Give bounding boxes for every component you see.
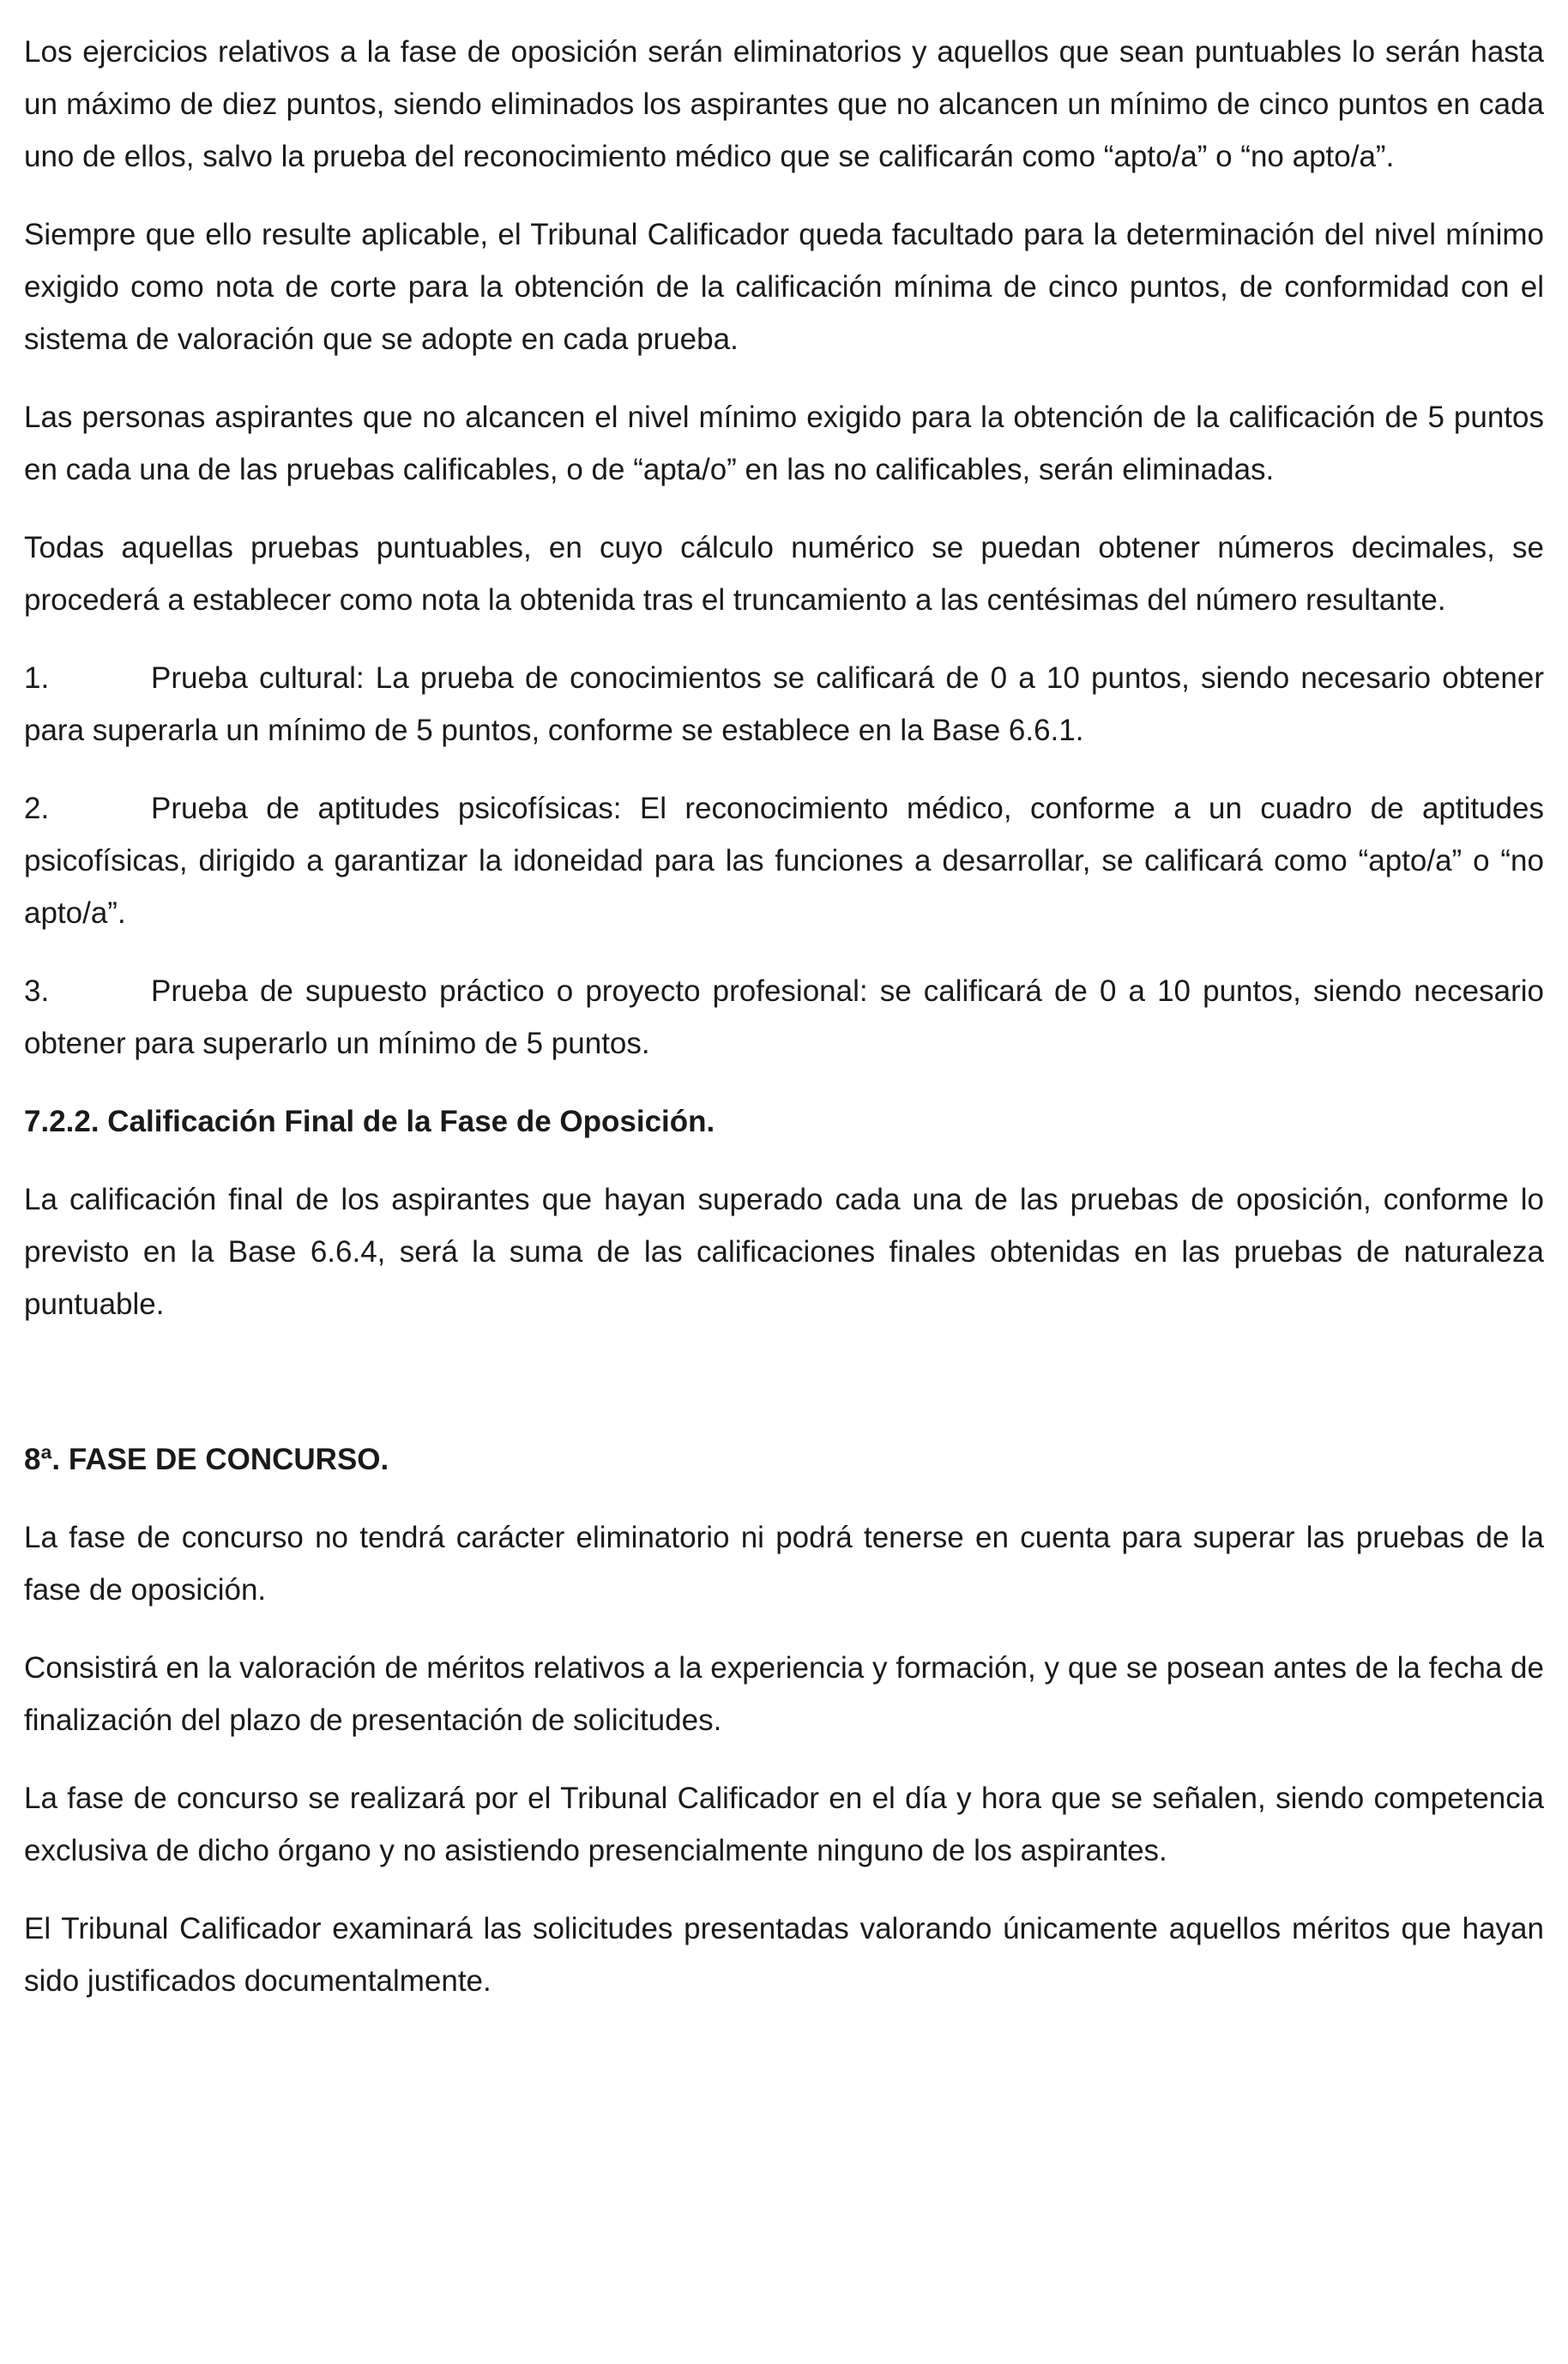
section-8-paragraph-2: Consistirá en la valoración de méritos relativos a la experiencia y formación, y que se posean antes de la fecha de finalización del plazo de presentación de solicitudes. bbox=[24, 1651, 1544, 1737]
section-8-paragraph-1: La fase de concurso no tendrá carácter eliminatorio ni podrá tenerse en cuenta para superar las pruebas de la fase de oposición. bbox=[24, 1521, 1544, 1607]
paragraph-intro-1: Los ejercicios relativos a la fase de oposición serán eliminatorios y aquellos que sean puntuables lo serán hasta un máximo de diez puntos, siendo eliminados los aspirantes que no alcancen un mínimo de cinco puntos en cada uno de ellos, salvo la prueba del reconocimiento médico que se calificarán como “apto/a” o “no apto/a”. bbox=[24, 35, 1544, 173]
item-text: Prueba de aptitudes psicofísicas: El reconocimiento médico, conforme a un cuadro de aptitudes psicofísicas, dirigido a garantizar la idoneidad para las funciones a desarrollar, se calificará como “apto/a” o “no apto/a”. bbox=[24, 792, 1544, 930]
item-text: Prueba de supuesto práctico o proyecto profesional: se calificará de 0 a 10 puntos, siendo necesario obtener para superarlo un mínimo de 5 puntos. bbox=[24, 974, 1544, 1060]
item-text: Prueba cultural: La prueba de conocimientos se calificará de 0 a 10 puntos, siendo necesario obtener para superarla un mínimo de 5 puntos, conforme se establece en la Base 6.6.1. bbox=[24, 661, 1544, 747]
section-spacer bbox=[24, 1356, 1544, 1433]
numbered-item-3 bbox=[24, 965, 1544, 1070]
section-722-paragraph: La calificación final de los aspirantes que hayan superado cada una de las pruebas de oposición, conforme lo previsto en la Base 6.6.4, será la suma de las calificaciones finales obtenidas en las pruebas de naturaleza puntuable. bbox=[24, 1183, 1544, 1321]
section-8-paragraph-4: El Tribunal Calificador examinará las solicitudes presentadas valorando únicamente aquellos méritos que hayan sido justificados documentalmente. bbox=[24, 1912, 1544, 1998]
section-8-paragraph-3: La fase de concurso se realizará por el Tribunal Calificador en el día y hora que se señalen, siendo competencia exclusiva de dicho órgano y no asistiendo presencialmente ninguno de los aspirantes. bbox=[24, 1782, 1544, 1867]
paragraph-intro-3: Las personas aspirantes que no alcancen el nivel mínimo exigido para la obtención de la calificación de 5 puntos en cada una de las pruebas calificables, o de “apta/o” en las no calificables, serán eliminadas. bbox=[24, 401, 1544, 486]
item-number: 3. bbox=[24, 974, 50, 1008]
section-8-heading: 8ª. FASE DE CONCURSO. bbox=[24, 1443, 389, 1476]
item-number: 1. bbox=[24, 661, 50, 695]
numbered-item-2 bbox=[24, 782, 1544, 939]
paragraph-intro-4: Todas aquellas pruebas puntuables, en cuyo cálculo numérico se puedan obtener números decimales, se procederá a establecer como nota la obtenida tras el truncamiento a las centésimas del número resultante. bbox=[24, 531, 1544, 617]
numbered-item-1 bbox=[24, 652, 1544, 757]
paragraph-intro-2: Siempre que ello resulte aplicable, el Tribunal Calificador queda facultado para la determinación del nivel mínimo exigido como nota de corte para la obtención de la calificación mínima de cinco puntos, de conformidad con el sistema de valoración que se adopte en cada prueba. bbox=[24, 218, 1544, 356]
item-number: 2. bbox=[24, 792, 50, 825]
section-722-heading: 7.2.2. Calificación Final de la Fase de Oposición. bbox=[24, 1105, 715, 1138]
